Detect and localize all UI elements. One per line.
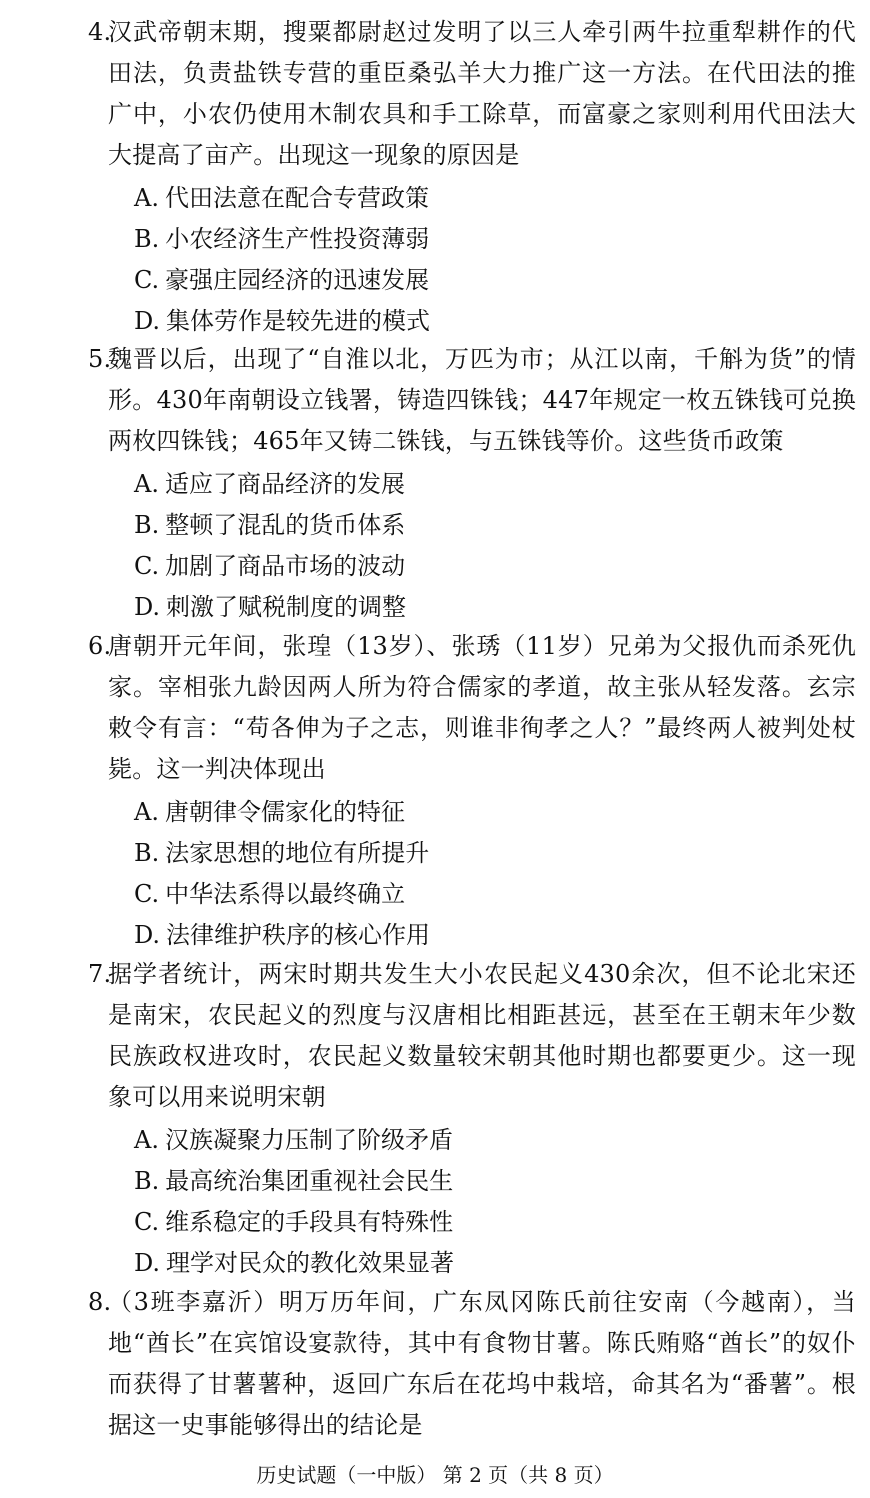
question-4 — [88, 12, 856, 342]
option-c: C. 豪强庄园经济的迅速发展 — [134, 266, 430, 294]
question-text: 据学者统计，两宋时期共发生大小农民起义430余次，但不论北宋还是南宋，农民起义的烈度与汉唐相比相距甚远，甚至在王朝末年少数民族政权进攻时，农民起义数量较宋朝其他时期也都要更少。这一现象可以用来说明宋朝 — [108, 960, 856, 1111]
option-list — [108, 792, 856, 956]
question-text: （3班李嘉沂）明万历年间，广东凤冈陈氏前往安南（今越南），当地“酋长”在宾馆设宴款待，其中有食物甘薯。陈氏贿赂“酋长”的奴仆而获得了甘薯薯种，返回广东后在花坞中栽培，命其名为“番薯”。根据这一史事能够得出的结论是 — [108, 1288, 856, 1439]
option-d: D. 理学对民众的教化效果显著 — [134, 1249, 455, 1277]
option-c: C. 加剧了商品市场的波动 — [134, 552, 406, 580]
option-list — [108, 464, 856, 628]
option-c: C. 中华法系得以最终确立 — [134, 880, 406, 908]
option-d: D. 集体劳作是较先进的模式 — [134, 307, 431, 335]
option-a: A. 唐朝律令儒家化的特征 — [134, 798, 405, 826]
option-c: C. 维系稳定的手段具有特殊性 — [134, 1208, 454, 1236]
question-number: 7. — [88, 960, 112, 988]
question-6 — [88, 626, 856, 956]
option-b: B. 法家思想的地位有所提升 — [134, 839, 430, 867]
question-text: 唐朝开元年间，张瑝（13岁）、张琇（11岁）兄弟为父报仇而杀死仇家。宰相张九龄因两人所为符合儒家的孝道，故主张从轻发落。玄宗敕令有言：“苟各伸为子之志，则谁非徇孝之人？”最终两人被判处杖毙。这一判决体现出 — [108, 632, 856, 783]
question-text: 魏晋以后，出现了“自淮以北，万匹为市；从江以南，千斛为货”的情形。430年南朝设立钱署，铸造四铢钱；447年规定一枚五铢钱可兑换两枚四铢钱；465年又铸二铢钱，与五铢钱等价。这些货币政策 — [108, 345, 856, 455]
question-stem — [88, 339, 856, 462]
option-d: D. 刺激了赋税制度的调整 — [134, 593, 407, 621]
page-footer: 历史试题（一中版） 第 2 页（共 8 页） — [256, 1463, 614, 1487]
question-number: 8. — [88, 1288, 112, 1316]
question-8 — [88, 1282, 856, 1446]
question-text: 汉武帝朝末期，搜粟都尉赵过发明了以三人牵引两牛拉重犁耕作的代田法，负责盐铁专营的重臣桑弘羊大力推广这一方法。在代田法的推广中，小农仍使用木制农具和手工除草，而富豪之家则利用代田法大大提高了亩产。出现这一现象的原因是 — [108, 18, 856, 169]
question-number: 4. — [88, 18, 112, 46]
option-list — [108, 178, 856, 342]
question-stem — [88, 626, 856, 790]
question-5 — [88, 339, 856, 628]
question-stem — [88, 1282, 856, 1446]
question-7 — [88, 954, 856, 1284]
option-list — [108, 1120, 856, 1284]
option-b: B. 最高统治集团重视社会民生 — [134, 1167, 454, 1195]
option-b: B. 小农经济生产性投资薄弱 — [134, 225, 430, 253]
question-number: 5. — [88, 345, 112, 373]
option-b: B. 整顿了混乱的货币体系 — [134, 511, 406, 539]
option-a: A. 汉族凝聚力压制了阶级矛盾 — [134, 1126, 453, 1154]
question-number: 6. — [88, 632, 112, 660]
option-d: D. 法律维护秩序的核心作用 — [134, 921, 431, 949]
option-a: A. 代田法意在配合专营政策 — [134, 184, 429, 212]
question-stem — [88, 954, 856, 1118]
option-a: A. 适应了商品经济的发展 — [134, 470, 405, 498]
question-stem — [88, 12, 856, 176]
